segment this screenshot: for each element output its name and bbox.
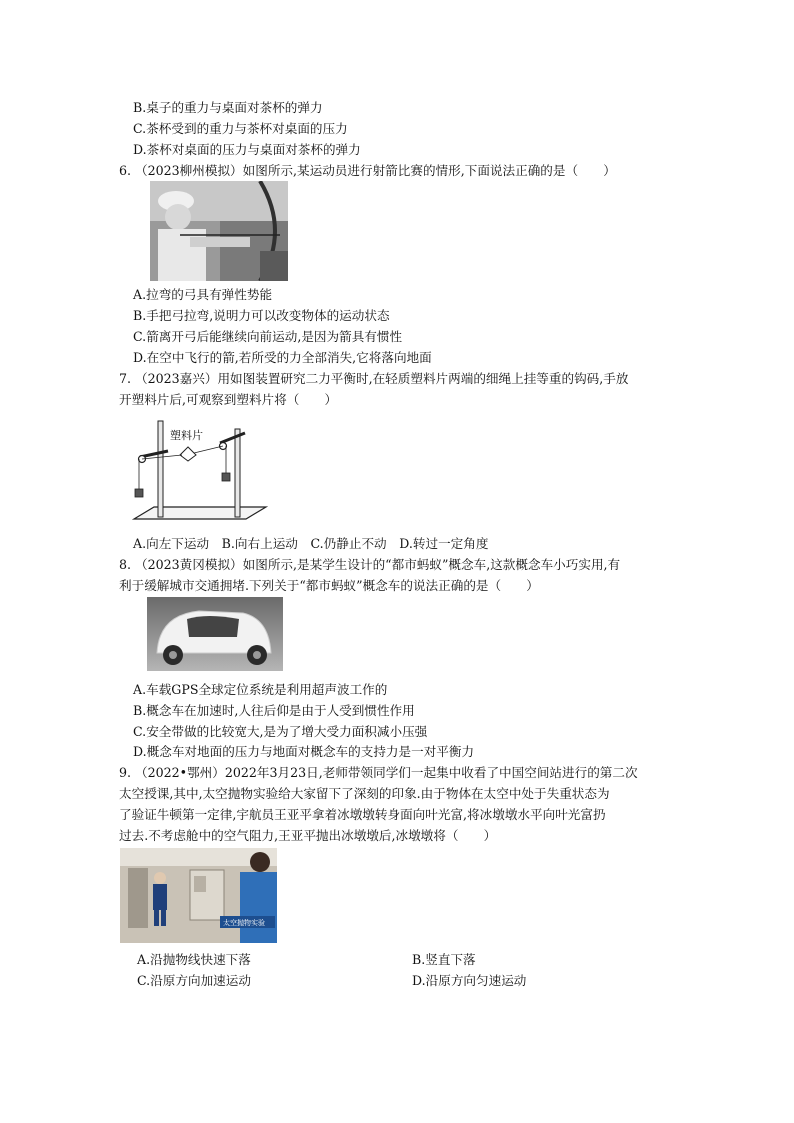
q6-option-c: C.箭离开弓后能继续向前运动,是因为箭具有惯性	[133, 329, 403, 344]
q8-option-b: B.概念车在加速时,人往后仰是由于人受到惯性作用	[133, 703, 415, 718]
q9-stem-line-1: 9. （2022•鄂州）2022年3月23日,老师带领同学们一起集中收看了中国空间站进行的第二次	[119, 765, 638, 780]
q6-option-d: D.在空中飞行的箭,若所受的力全部消失,它将落向地面	[133, 350, 432, 365]
q7-stem-line-1: 7. （2023嘉兴）用如图装置研究二力平衡时,在轻质塑料片两端的细绳上挂等重的钩码,手放	[119, 371, 629, 386]
q9-stem-line-4: 过去.不考虑舱中的空气阻力,王亚平抛出冰墩墩后,冰墩墩将（ ）	[119, 828, 497, 843]
q9-stem-line-3: 了验证牛顿第一定律,宇航员王亚平拿着冰墩墩转身面向叶光富,将冰墩墩水平向叶光富扔	[119, 807, 606, 822]
q6-stem: 6. （2023柳州模拟）如图所示,某运动员进行射箭比赛的情形,下面说法正确的是（ ）	[119, 163, 616, 178]
q9-space-station-photo	[120, 848, 277, 943]
q5-option-b: B.桌子的重力与桌面对茶杯的弹力	[133, 100, 323, 115]
q8-option-a: A.车载GPS全球定位系统是利用超声波工作的	[133, 682, 388, 697]
q9-option-a: A.沿抛物线快速下落	[137, 952, 251, 967]
q6-option-a: A.拉弯的弓具有弹性势能	[133, 287, 273, 302]
q8-concept-car-photo	[147, 597, 283, 671]
q7-apparatus-diagram	[120, 415, 270, 527]
q5-option-c: C.茶杯受到的重力与茶杯对桌面的压力	[133, 121, 348, 136]
q7-figure-label: 塑料片	[170, 429, 203, 442]
q9-option-b: B.竖直下落	[412, 952, 476, 967]
q7-stem-line-2: 开塑料片后,可观察到塑料片将（ ）	[119, 392, 338, 407]
q9-option-c: C.沿原方向加速运动	[137, 973, 251, 988]
q6-archery-photo	[150, 181, 288, 281]
q8-option-d: D.概念车对地面的压力与地面对概念车的支持力是一对平衡力	[133, 744, 475, 759]
q9-option-d: D.沿原方向匀速运动	[412, 973, 527, 988]
q5-option-d: D.茶杯对桌面的压力与桌面对茶杯的弹力	[133, 142, 361, 157]
q7-options: A.向左下运动 B.向右上运动 C.仍静止不动 D.转过一定角度	[133, 536, 489, 551]
q8-option-c: C.安全带做的比较宽大,是为了增大受力面积减小压强	[133, 724, 428, 739]
q8-stem-line-2: 利于缓解城市交通拥堵.下列关于“都市蚂蚁”概念车的说法正确的是（ ）	[119, 578, 539, 593]
q6-option-b: B.手把弓拉弯,说明力可以改变物体的运动状态	[133, 308, 390, 323]
q8-stem-line-1: 8. （2023黄冈模拟）如图所示,是某学生设计的“都市蚂蚁”概念车,这款概念车小巧实用,有	[119, 557, 621, 572]
q9-figure-caption: 太空抛物实验	[223, 919, 265, 927]
q9-stem-line-2: 太空授课,其中,太空抛物实验给大家留下了深刻的印象.由于物体在太空中处于失重状态为	[119, 786, 610, 801]
